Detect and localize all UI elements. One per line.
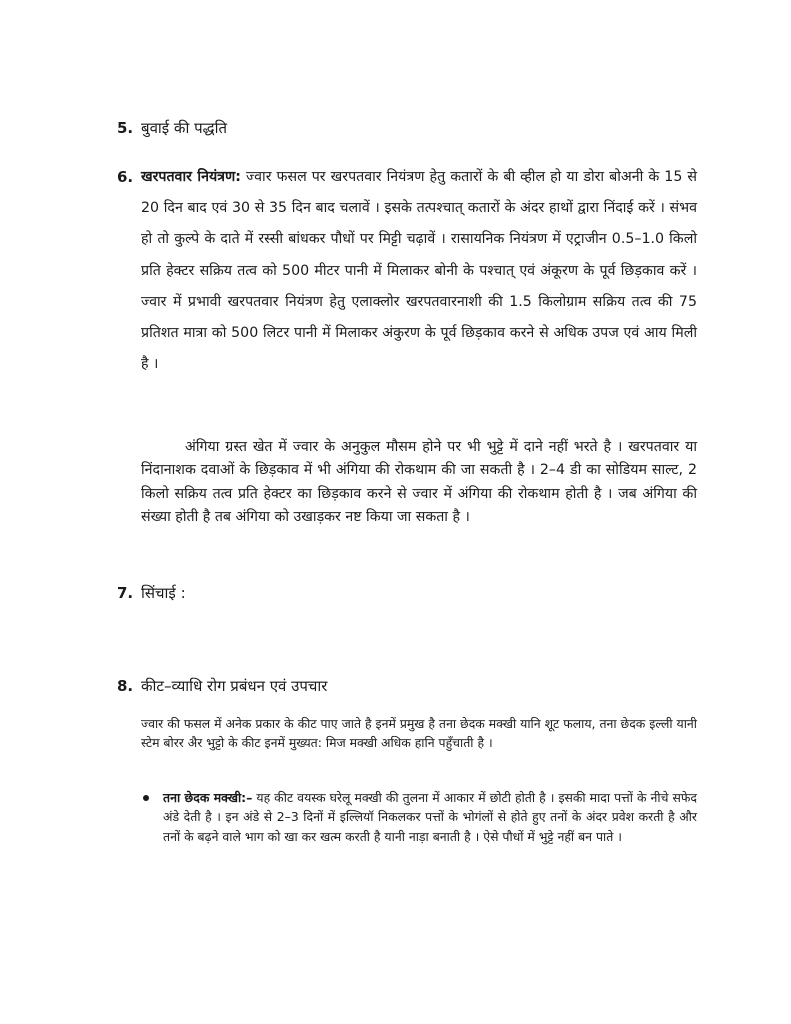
section-6-paragraph-2: अंगिया ग्रस्त खेत में ज्वार के अनुकुल मौसम होने पर भी भुट्टे में दाने नहीं भरते है । खरपतवार या निंदानाशक दवाओं के छिड़काव में भी अंगिया की रोकथाम की जा सकती है । 2–4 डी का सोडियम साल्ट, 2 किलो सक्रिय तत्व प्रति हेक्टर का छिड़काव करने से ज्वार में अंगिया की रोकथाम होती है । जब अंगिया की संख्या होती है तब अंगिया को उखाड़कर नष्ट किया जा सकता है । — [141, 439, 697, 526]
section-7-heading — [117, 583, 186, 603]
section-6-body — [141, 162, 697, 380]
section-5-heading — [117, 118, 227, 138]
bullet-icon — [143, 795, 149, 801]
section-6-text: ज्वार फसल पर खरपतवार नियंत्रण हेतु कतारों के बी व्हील हो या डोरा बोअनी के 15 से 20 दिन बाद एवं 30 से 35 दिन बाद चलावें । इसके तत्पश्चात् कतारों के अंदर हाथों द्वारा निंदाई करें । संभव हो तो कुल्पे के दाते में रस्सी बांधकर पौधों पर मिट्टी चढ़ावें । रासायनिक नियंत्रण में एट्राजीन 0.5–1.0 किलो प्रति हेक्टर सक्रिय तत्व को 500 मीटर पानी में मिलाकर बोनी के पश्चात् एवं अंकूरण के पूर्व छिड़काव करें । ज्वार में प्रभावी खरपतवार नियंत्रण हेतु एलाक्लोर खरपतवारनाशी की 1.5 किलोग्राम सक्रिय तत्व की 75 प्रतिशत मात्रा को 500 लिटर पानी में मिलाकर अंकुरण के पूर्व छिड़काव करने से अधिक उपज एवं आय मिली है । — [141, 169, 697, 373]
bullet-text: यह कीट वयस्क घरेलू मक्खी की तुलना में आकार में छोटी होती है । इसकी मादा पत्तों के नीचे सफेद अंडे देती है । इन अंडे से 2–3 दिनों में इल्लियॉ निकलकर पत्तों के भोगंलों से होते हुए तनों के अंदर प्रवेश करती है और तनों के बढ़ने वाले भाग को खा कर खत्म करती है यानी नाड़ा बनाती है । ऐसे पौधों में भुट्टे नहीं बन पाते । — [163, 790, 698, 844]
section-title: बुवाई की पद्धति — [141, 119, 228, 137]
section-8-heading — [117, 676, 327, 696]
section-title: कीट–व्याधि रोग प्रबंधन एवं उपचार — [141, 677, 328, 695]
section-title: सिंचाई : — [141, 584, 186, 602]
section-8-intro: ज्वार की फसल में अनेक प्रकार के कीट पाए जाते है इनमें प्रमुख है तना छेदक मक्खी यानि शूट फलाय, तना छेदक इल्ली यानी स्टेम बोरर अैर भुट्टो के कीट इनमें मुख्यत: मिज मक्खी अधिक हानि पहुँचाती है । — [141, 716, 697, 751]
bullet-lead: तना छेदक मक्खी:– — [163, 790, 253, 805]
section-title: खरपतवार नियंत्रण: — [141, 169, 241, 185]
section-number: 8. — [117, 677, 134, 695]
section-number: 5. — [117, 119, 134, 137]
section-number: 7. — [117, 584, 134, 602]
section-number: 6. — [117, 168, 134, 186]
list-item — [163, 788, 697, 846]
section-6-weed-control — [117, 162, 697, 380]
